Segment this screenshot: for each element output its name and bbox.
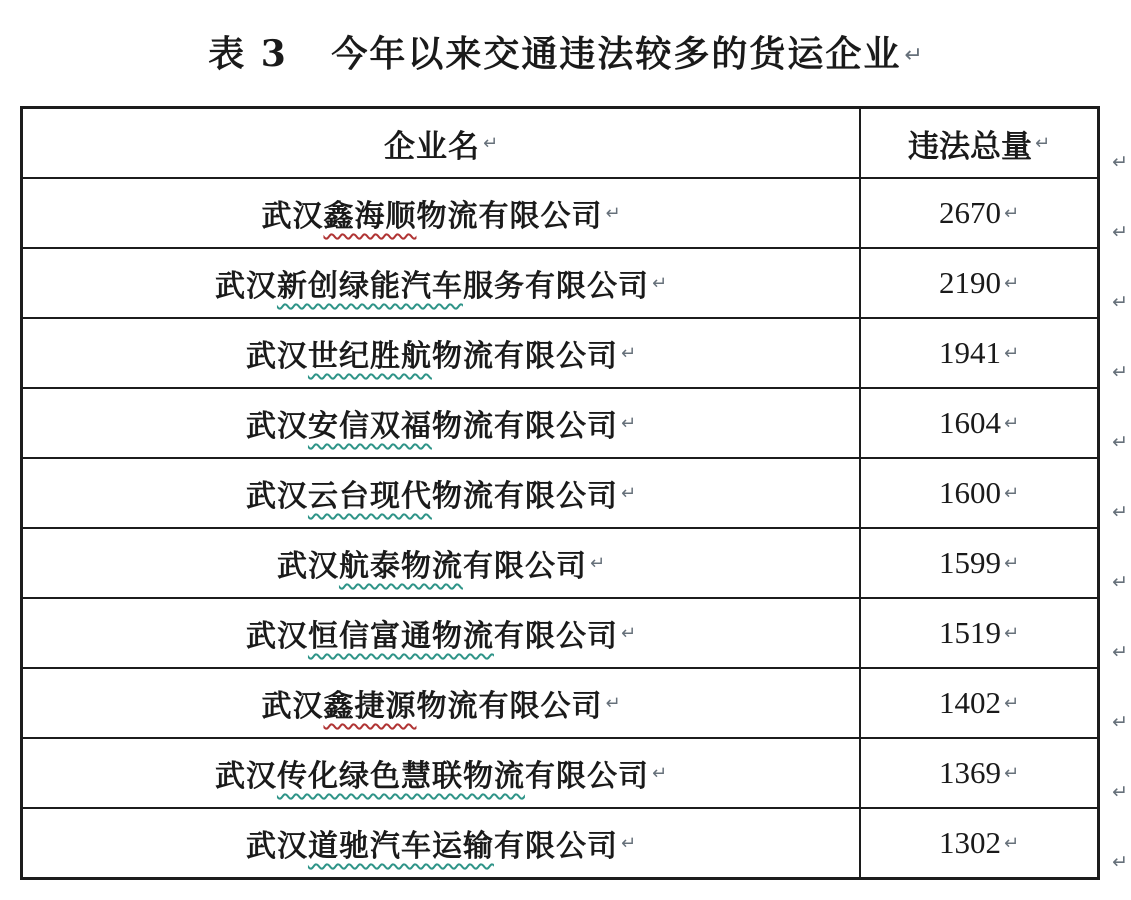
company-name-suffix: 有限公司 [462,549,587,584]
header-company-label: 企业名 [383,128,480,165]
company-name-suffix: 物流有限公司 [431,409,618,444]
row-end-mark-icon: ↵ [1112,361,1128,383]
row-end-mark-icon: ↵ [1112,641,1128,663]
company-name-spellcheck-flagged: 传化绿色慧联物流 [276,759,525,794]
paragraph-mark-icon: ↵ [1003,272,1020,294]
violation-total-value: 1302 [938,825,1001,860]
paragraph-mark-icon: ↵ [904,43,923,68]
paragraph-mark-icon: ↵ [605,692,621,714]
paragraph-mark-icon: ↵ [1003,482,1020,504]
violation-total-value: 1369 [938,755,1001,790]
header-total-label: 违法总量 [907,128,1032,164]
row-end-mark-icon: ↵ [1112,851,1128,873]
header-cell-total [861,109,1097,177]
company-name-suffix: 物流有限公司 [431,479,618,514]
violation-total-cell [861,459,1097,527]
company-name-cell [23,529,861,597]
company-name-spellcheck-flagged: 新创绿能汽车 [276,269,463,304]
company-name-cell [23,389,861,457]
company-name-prefix: 武汉 [276,549,339,584]
paragraph-mark-icon: ↵ [1003,762,1020,784]
paragraph-mark-icon: ↵ [1003,692,1020,714]
table-row [23,319,1128,389]
company-name-spellcheck-flagged: 鑫捷源 [323,689,417,724]
company-name-spellcheck-flagged: 恒信富通物流 [307,619,494,654]
table-row [23,459,1128,529]
paragraph-mark-icon: ↵ [620,412,637,434]
violation-total-value: 2670 [938,195,1001,230]
company-name-cell [23,249,861,317]
violation-total-cell [861,809,1097,877]
violations-table [20,106,1128,880]
row-end-mark-icon: ↵ [1112,221,1128,243]
table-row [23,179,1128,249]
company-name-prefix: 武汉 [245,479,308,514]
row-end-mark-icon: ↵ [1112,571,1128,593]
violation-total-cell [861,179,1097,247]
row-end-mark-icon: ↵ [1112,291,1128,313]
violation-total-cell [861,249,1097,317]
company-name-cell [23,669,861,737]
table-row [23,249,1128,319]
table-row [23,529,1128,599]
paragraph-mark-icon: ↵ [1003,342,1020,364]
violation-total-value: 1599 [938,545,1001,580]
paragraph-mark-icon: ↵ [1003,552,1020,574]
table-header-row [23,109,1128,179]
row-end-mark-icon: ↵ [1112,151,1128,173]
violation-total-cell [861,669,1097,737]
violation-total-value: 1604 [938,405,1001,440]
violation-total-value: 1941 [938,335,1001,370]
table-caption [0,0,1131,78]
company-name-cell [23,319,861,387]
table-row [23,739,1128,809]
company-name-cell [23,599,861,667]
company-name-spellcheck-flagged: 云台现代 [307,479,432,514]
company-name-suffix: 物流有限公司 [431,339,618,374]
row-end-mark-icon: ↵ [1112,781,1128,803]
company-name-cell [23,459,861,527]
company-name-prefix: 武汉 [245,619,308,654]
company-name-prefix: 武汉 [245,409,308,444]
paragraph-mark-icon: ↵ [482,132,499,154]
violation-total-value: 1600 [938,475,1001,510]
company-name-spellcheck-flagged: 航泰物流 [338,549,463,584]
paragraph-mark-icon: ↵ [605,202,621,224]
violation-total-cell [861,529,1097,597]
company-name-suffix: 物流有限公司 [416,199,603,234]
violation-total-value: 2190 [938,265,1001,300]
paragraph-mark-icon: ↵ [1003,202,1020,224]
header-cell-company [23,109,861,177]
paragraph-mark-icon: ↵ [651,762,668,784]
violation-total-cell [861,599,1097,667]
company-name-cell [23,809,861,877]
company-name-suffix: 服务有限公司 [462,269,649,304]
company-name-prefix: 武汉 [214,759,277,794]
company-name-cell [23,179,861,247]
table-row [23,809,1128,877]
company-name-spellcheck-flagged: 安信双福 [307,409,432,444]
company-name-suffix: 物流有限公司 [416,689,603,724]
table-row [23,669,1128,739]
paragraph-mark-icon: ↵ [620,342,637,364]
company-name-suffix: 有限公司 [524,759,649,794]
table-row [23,389,1128,459]
violation-total-cell [861,319,1097,387]
company-name-spellcheck-flagged: 道驰汽车运输 [307,829,494,864]
paragraph-mark-icon: ↵ [1003,412,1020,434]
company-name-prefix: 武汉 [261,689,324,724]
company-name-spellcheck-flagged: 鑫海顺 [323,199,417,234]
table-row [23,599,1128,669]
violation-total-value: 1519 [938,615,1001,650]
paragraph-mark-icon: ↵ [620,832,637,854]
company-name-suffix: 有限公司 [493,829,618,864]
company-name-suffix: 有限公司 [493,619,618,654]
paragraph-mark-icon: ↵ [651,272,668,294]
company-name-spellcheck-flagged: 世纪胜航 [307,339,432,374]
violation-total-cell [861,739,1097,807]
paragraph-mark-icon: ↵ [589,552,606,574]
paragraph-mark-icon: ↵ [1034,132,1051,154]
table-caption-text: 表 3 今年以来交通违法较多的货运企业 [208,33,902,75]
row-end-mark-icon: ↵ [1112,501,1128,523]
paragraph-mark-icon: ↵ [620,622,637,644]
company-name-prefix: 武汉 [214,269,277,304]
violation-total-value: 1402 [938,685,1001,720]
company-name-prefix: 武汉 [261,199,324,234]
violation-total-cell [861,389,1097,457]
paragraph-mark-icon: ↵ [620,482,637,504]
row-end-mark-icon: ↵ [1112,431,1128,453]
company-name-prefix: 武汉 [245,339,308,374]
paragraph-mark-icon: ↵ [1003,622,1020,644]
company-name-cell [23,739,861,807]
company-name-prefix: 武汉 [245,829,308,864]
row-end-mark-icon: ↵ [1112,711,1128,733]
paragraph-mark-icon: ↵ [1003,832,1020,854]
